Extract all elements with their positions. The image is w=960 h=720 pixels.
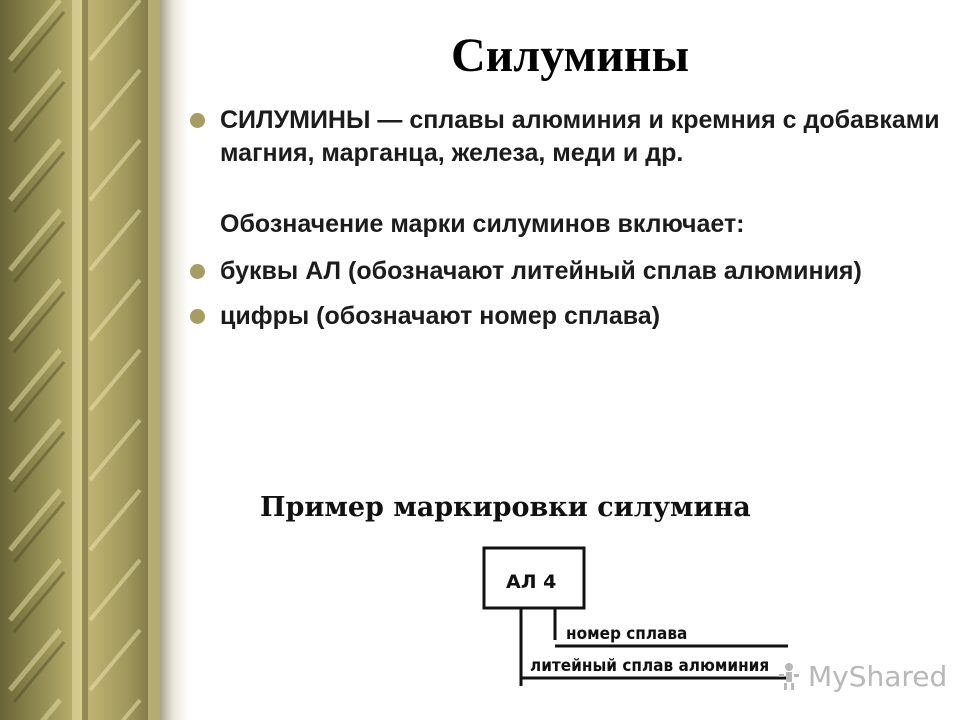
definition-text: СИЛУМИНЫ — сплавы алюминия и кремния с добавками магния, марганца, железа, меди и др. — [220, 106, 940, 167]
diagram-heading: Пример маркировки силумина — [260, 492, 751, 523]
marking-intro: Обозначение марки силуминов включает: — [220, 210, 745, 238]
bullet-dot-icon — [190, 113, 205, 128]
marking-diagram — [258, 488, 818, 708]
bullet-dot-icon — [190, 264, 205, 279]
marking-diagram-svg — [258, 488, 818, 708]
decorative-band — [0, 0, 160, 720]
grade-box-label: АЛ 4 — [506, 571, 557, 593]
watermark-text: MyShared — [808, 659, 948, 693]
myshared-logo-icon — [776, 661, 802, 691]
bullet-letters-text: буквы АЛ (обозначают литейный сплав алюминия) — [220, 257, 862, 285]
bullet-definition — [186, 104, 946, 170]
label-alloy: литейный сплав алюминия — [530, 656, 770, 676]
slide-title: Силумины — [450, 29, 690, 82]
slide-body — [186, 104, 946, 345]
band-pattern — [0, 0, 160, 720]
bullet-dot-icon — [190, 309, 205, 324]
bullet-digits-text: цифры (обозначают номер сплава) — [220, 302, 661, 330]
label-number: номер сплава — [566, 624, 688, 644]
bullet-digits — [186, 300, 946, 333]
band-shadow — [160, 0, 188, 720]
bullet-letters — [186, 255, 946, 288]
watermark — [776, 656, 947, 696]
